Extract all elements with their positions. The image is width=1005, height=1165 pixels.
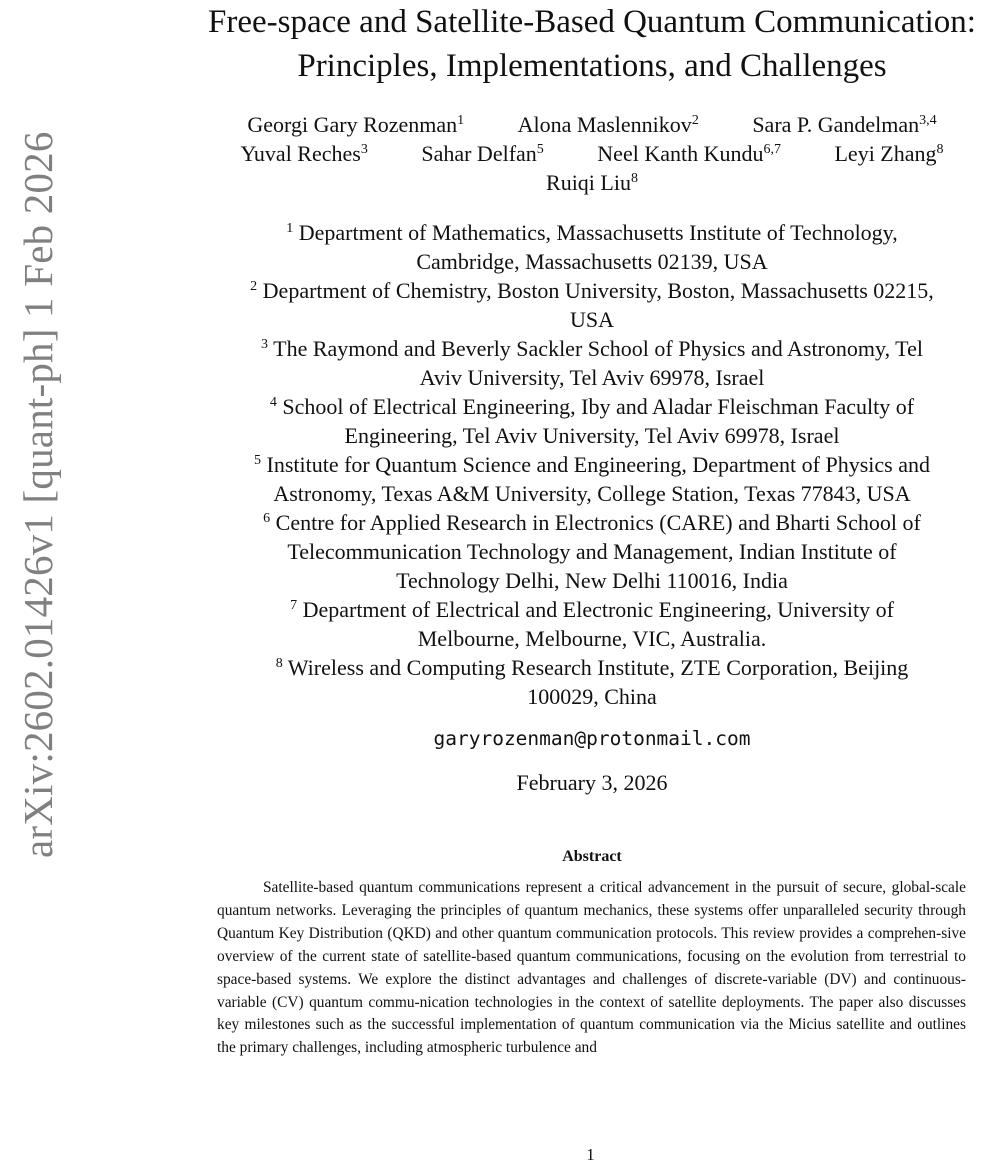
affiliation: $^2$ Department of Chemistry, Boston University, Boston, Massachusetts 02215, USA — [250, 278, 934, 332]
author-row-2 — [172, 139, 1005, 168]
author-row-1 — [172, 110, 1005, 139]
publication-date: February 3, 2026 — [516, 770, 668, 795]
affiliation: $^7$ Department of Electrical and Electronic Engineering, University of Melbourne, Melbourne, VIC, Australia. — [290, 597, 894, 651]
author: Alona Maslennikov$^2$ — [517, 112, 699, 137]
author: Neel Kanth Kundu$^{6,7}$ — [597, 141, 781, 166]
author: Yuval Reches$^3$ — [240, 141, 368, 166]
author: Ruiqi Liu$^8$ — [546, 170, 638, 195]
abstract-text: Satellite-based quantum communications represent a critical advancement in the pursuit of secure, global-scale quantum networks. Leveraging the principles of quantum mechanics, these systems offer unparalleled security through Quantum Key Distribution (QKD) and other quantum communication protocols. This review provides a comprehen-sive overview of the current state of satellite-based quantum communications, focusing on the evolution from terrestrial to space-based systems. We explore the distinct advantages and challenges of discrete-variable (DV) and continuous-variable (CV) quantum commu-nication technologies in the context of satellite deployments. The paper also discusses key milestones such as the successful implementation of quantum communication via the Micius satellite and outlines the primary challenges, including atmospheric turbulence and — [217, 879, 966, 1057]
page-number: 1 — [586, 1145, 595, 1164]
affiliation: $^3$ The Raymond and Beverly Sackler School of Physics and Astronomy, Tel Aviv University, Tel Aviv 69978, Israel — [261, 336, 923, 390]
author-list — [172, 110, 1005, 197]
arxiv-side-stamp: arXiv:2602.01426v1 [quant-ph] 1 Feb 2026 — [15, 131, 61, 858]
title-line-2: Principles, Implementations, and Challenges — [297, 48, 887, 84]
abstract-heading: Abstract — [562, 848, 622, 865]
affiliation: $^4$ School of Electrical Engineering, Iby and Aladar Fleischman Faculty of Engineering, Tel Aviv University, Tel Aviv 69978, Israel — [269, 394, 915, 448]
author: Georgi Gary Rozenman$^1$ — [247, 112, 465, 137]
affiliation-list — [172, 218, 1005, 711]
affiliation: $^6$ Centre for Applied Research in Electronics (CARE) and Bharti School of Telecommunication Technology and Management, Indian Institute of Technology Delhi, New Delhi 110016, India — [263, 510, 921, 593]
affiliation: $^8$ Wireless and Computing Research Institute, ZTE Corporation, Beijing 100029, China — [275, 655, 909, 709]
author: Leyi Zhang$^8$ — [834, 141, 944, 166]
affiliation: $^1$ Department of Mathematics, Massachusetts Institute of Technology, Cambridge, Massachusetts 02139, USA — [286, 220, 898, 274]
author: Sara P. Gandelman$^{3,4}$ — [752, 112, 937, 137]
author: Sahar Delfan$^5$ — [421, 141, 544, 166]
title-line-1: Free-space and Satellite-Based Quantum Communication: — [208, 4, 976, 40]
affiliation: $^5$ Institute for Quantum Science and Engineering, Department of Physics and Astronomy, Texas A&M University, College Station, Texas 77843, USA — [254, 452, 930, 506]
contact-email[interactable]: garyrozenman@protonmail.com — [433, 727, 751, 750]
author-row-3 — [172, 168, 1005, 197]
paper-title — [172, 0, 1005, 88]
